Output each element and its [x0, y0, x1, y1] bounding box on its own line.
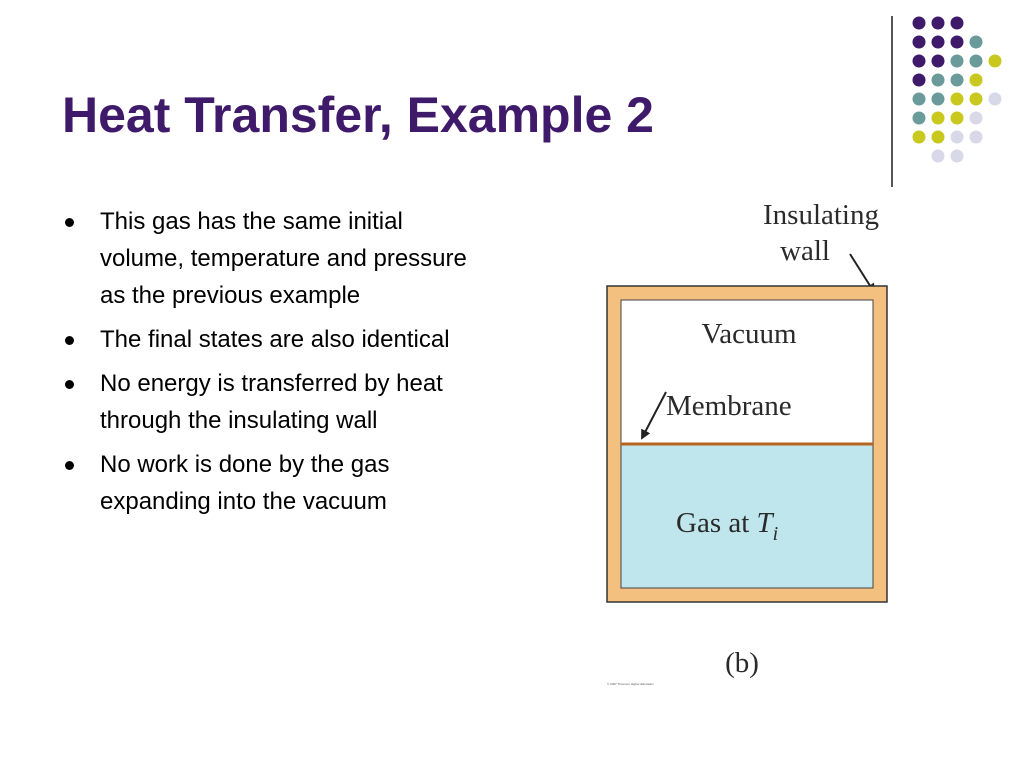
- bullet-marker: [65, 336, 74, 345]
- purple-dot: [951, 17, 964, 30]
- gas-temperature-subscript: i: [772, 523, 779, 545]
- yellow-dot: [913, 131, 926, 144]
- teal-dot: [932, 74, 945, 87]
- purple-dot: [913, 36, 926, 49]
- bullet-item: [62, 365, 492, 439]
- bullet-item: [62, 203, 492, 314]
- lavender-dot: [932, 150, 945, 163]
- gas-label-text: Gas at: [676, 507, 757, 539]
- insulating-wall-label-line2: wall: [780, 235, 830, 267]
- yellow-dot: [932, 131, 945, 144]
- insulated-container-figure: [590, 186, 900, 696]
- yellow-dot: [932, 112, 945, 125]
- bullet-marker: [65, 218, 74, 227]
- purple-dot: [913, 74, 926, 87]
- bullet-text: No energy is transferred by heat through the insulating wall: [100, 370, 443, 434]
- insulating-wall-label-line1: Insulating: [763, 199, 879, 231]
- lavender-dot: [989, 93, 1002, 106]
- purple-dot: [951, 36, 964, 49]
- purple-dot: [932, 55, 945, 68]
- panel-label: (b): [725, 647, 759, 679]
- yellow-dot: [970, 93, 983, 106]
- purple-dot: [932, 36, 945, 49]
- vacuum-label: Vacuum: [701, 318, 797, 350]
- bullet-marker: [65, 380, 74, 389]
- teal-dot: [932, 93, 945, 106]
- dot-grid-decoration: [0, 0, 1024, 200]
- teal-dot: [970, 55, 983, 68]
- teal-dot: [913, 112, 926, 125]
- teal-dot: [951, 74, 964, 87]
- yellow-dot: [970, 74, 983, 87]
- lavender-dot: [970, 112, 983, 125]
- bullet-text: The final states are also identical: [100, 326, 450, 353]
- bullet-text: No work is done by the gas expanding into the vacuum: [100, 451, 390, 515]
- purple-dot: [913, 17, 926, 30]
- bullet-text: This gas has the same initial volume, temperature and pressure as the previous example: [100, 208, 467, 309]
- yellow-dot: [951, 112, 964, 125]
- bullet-item: [62, 446, 492, 520]
- bullet-list: [62, 203, 492, 527]
- membrane-label: Membrane: [666, 390, 792, 422]
- purple-dot: [932, 17, 945, 30]
- yellow-dot: [951, 93, 964, 106]
- lavender-dot: [970, 131, 983, 144]
- gas-temperature-symbol: T: [756, 507, 773, 539]
- slide-title: Heat Transfer, Example 2: [62, 87, 654, 143]
- teal-dot: [951, 55, 964, 68]
- lavender-dot: [951, 131, 964, 144]
- bullet-marker: [65, 461, 74, 470]
- teal-dot: [913, 93, 926, 106]
- bullet-item: [62, 321, 492, 358]
- purple-dot: [913, 55, 926, 68]
- lavender-dot: [951, 150, 964, 163]
- copyright-note: © 2007 Thomson Higher Education: [607, 682, 654, 686]
- yellow-dot: [989, 55, 1002, 68]
- teal-dot: [970, 36, 983, 49]
